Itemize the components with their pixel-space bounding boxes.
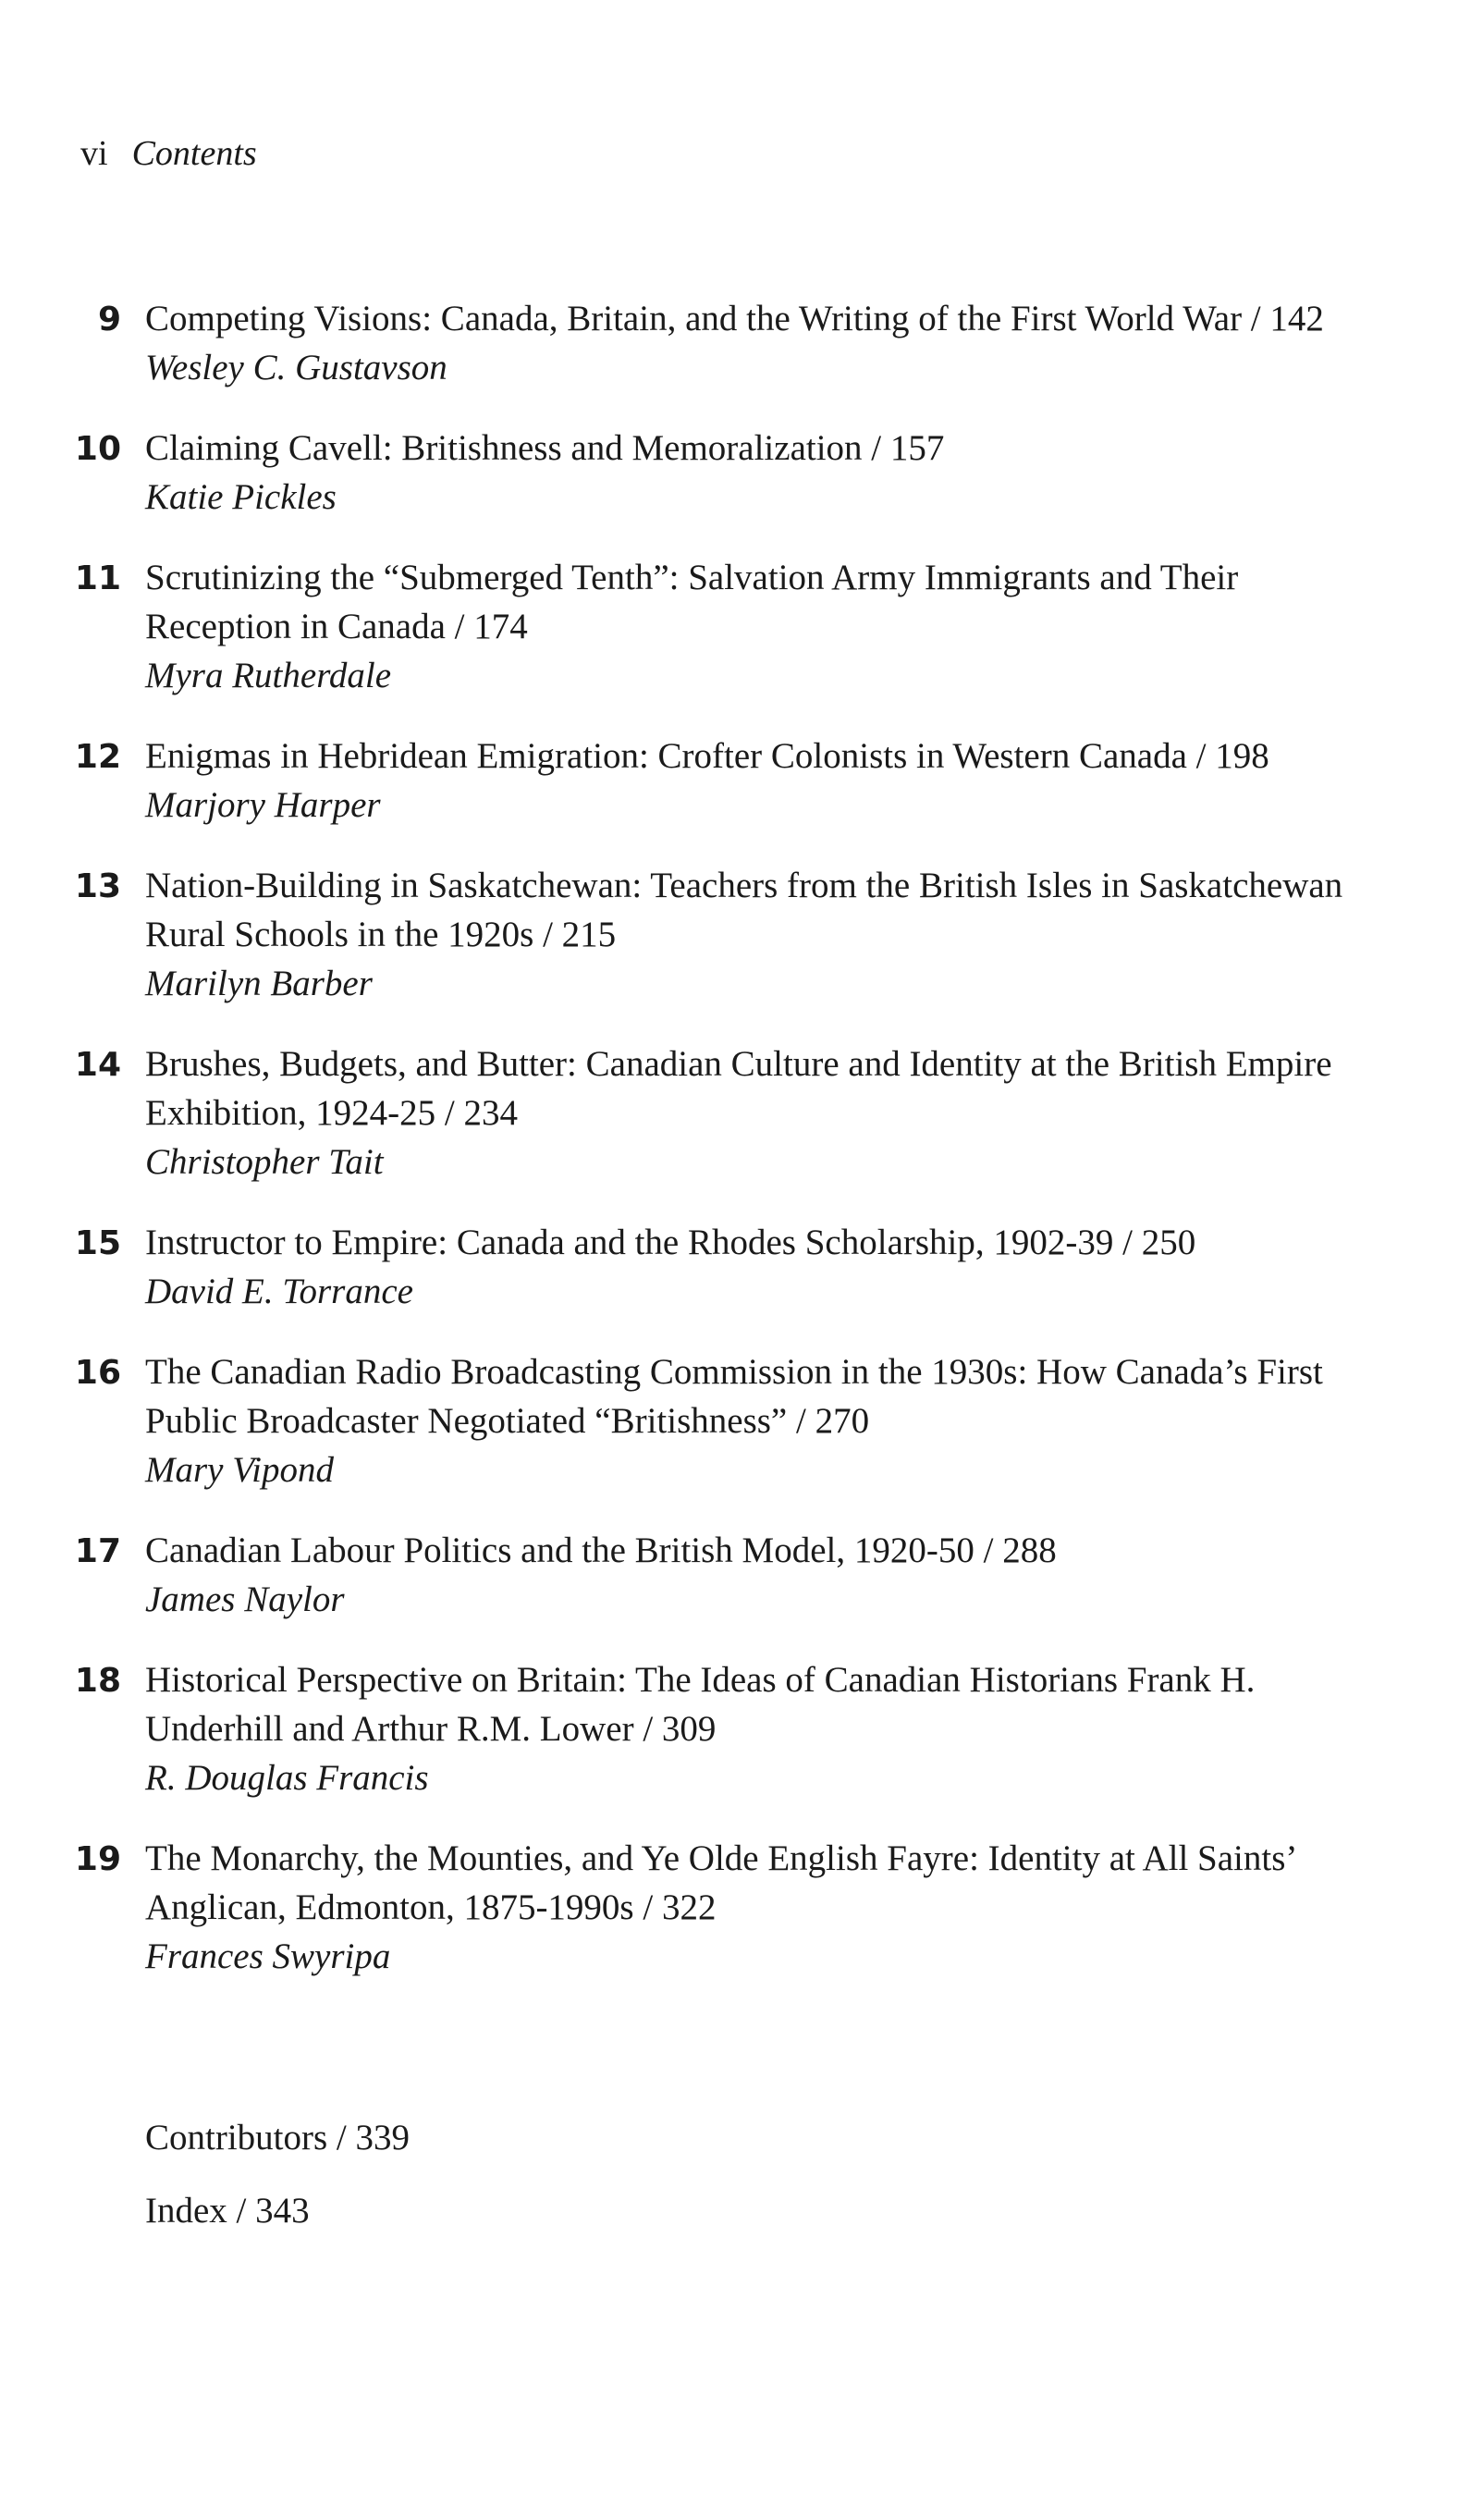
chapter-number: 9 <box>97 301 121 338</box>
entry-body <box>145 1526 1375 1624</box>
toc-entry[interactable] <box>0 1218 1483 1316</box>
chapter-number: 13 <box>74 867 121 905</box>
entry-body <box>145 294 1375 392</box>
chapter-title: The Monarchy, the Mounties, and Ye Olde English Fayre: Identity at All Saints’ Anglican, Edmonton, 1875-1990s / 322 <box>145 1838 1295 1927</box>
chapter-author: Frances Swyripa <box>145 1936 391 1976</box>
toc-entry[interactable] <box>0 294 1483 392</box>
index-entry[interactable]: Index / 343 <box>145 2191 310 2231</box>
entry-body <box>145 861 1375 1008</box>
chapter-title: The Canadian Radio Broadcasting Commission in the 1930s: How Canada’s First Public Broadcaster Negotiated “Britishness” / 270 <box>145 1352 1323 1441</box>
chapter-author: Mary Vipond <box>145 1450 334 1490</box>
chapter-author: R. Douglas Francis <box>145 1758 429 1798</box>
chapter-title: Brushes, Budgets, and Butter: Canadian Culture and Identity at the British Empire Exhibition, 1924-25 / 234 <box>145 1044 1332 1133</box>
chapter-number: 19 <box>74 1840 121 1878</box>
chapter-number: 15 <box>74 1224 121 1262</box>
chapter-number: 12 <box>74 738 121 776</box>
chapter-author: Christopher Tait <box>145 1142 384 1182</box>
entry-body <box>145 424 1375 522</box>
toc-entry[interactable] <box>0 553 1483 700</box>
toc-entry[interactable] <box>0 1526 1483 1624</box>
toc-entry[interactable] <box>0 731 1483 830</box>
toc-entry[interactable] <box>0 1834 1483 1981</box>
contributors-entry[interactable]: Contributors / 339 <box>145 2118 411 2157</box>
entry-body <box>145 553 1375 700</box>
entry-body <box>145 1039 1375 1186</box>
chapter-title: Competing Visions: Canada, Britain, and the Writing of the First World War / 142 <box>145 299 1324 338</box>
chapter-title: Canadian Labour Politics and the British Model, 1920-50 / 288 <box>145 1530 1057 1570</box>
chapter-number: 18 <box>74 1662 121 1700</box>
page-number: vi <box>80 134 108 173</box>
toc-entry[interactable] <box>0 1039 1483 1186</box>
chapter-title: Scrutinizing the “Submerged Tenth”: Salvation Army Immigrants and Their Reception in Canada / 174 <box>145 558 1239 646</box>
page-header <box>80 132 257 175</box>
table-of-contents <box>0 294 1483 2012</box>
entry-body <box>145 1655 1375 1802</box>
running-head: Contents <box>131 134 257 173</box>
chapter-number: 16 <box>74 1354 121 1392</box>
chapter-author: James Naylor <box>145 1580 345 1619</box>
toc-entry[interactable] <box>0 424 1483 522</box>
chapter-author: Marjory Harper <box>145 785 381 825</box>
chapter-title: Historical Perspective on Britain: The Ideas of Canadian Historians Frank H. Underhill and Arthur R.M. Lower / 309 <box>145 1660 1256 1749</box>
toc-entry[interactable] <box>0 1347 1483 1494</box>
entry-body <box>145 1834 1375 1981</box>
entry-body <box>145 1218 1375 1316</box>
chapter-author: David E. Torrance <box>145 1272 413 1311</box>
chapter-title: Claiming Cavell: Britishness and Memoralization / 157 <box>145 428 945 468</box>
chapter-author: Katie Pickles <box>145 477 337 517</box>
toc-entry[interactable] <box>0 1655 1483 1802</box>
chapter-author: Marilyn Barber <box>145 964 373 1003</box>
backmatter <box>145 2113 410 2259</box>
chapter-number: 17 <box>74 1532 121 1570</box>
entry-body <box>145 1347 1375 1494</box>
chapter-number: 14 <box>74 1046 121 1084</box>
chapter-author: Wesley C. Gustavson <box>145 348 447 387</box>
chapter-number: 10 <box>74 430 121 468</box>
chapter-author: Myra Rutherdale <box>145 656 392 695</box>
chapter-title: Instructor to Empire: Canada and the Rhodes Scholarship, 1902-39 / 250 <box>145 1223 1196 1262</box>
chapter-title: Nation-Building in Saskatchewan: Teachers from the British Isles in Saskatchewan Rural Schools in the 1920s / 215 <box>145 866 1343 954</box>
entry-body <box>145 731 1375 830</box>
toc-entry[interactable] <box>0 861 1483 1008</box>
chapter-title: Enigmas in Hebridean Emigration: Crofter Colonists in Western Canada / 198 <box>145 736 1269 776</box>
chapter-number: 11 <box>74 559 121 597</box>
